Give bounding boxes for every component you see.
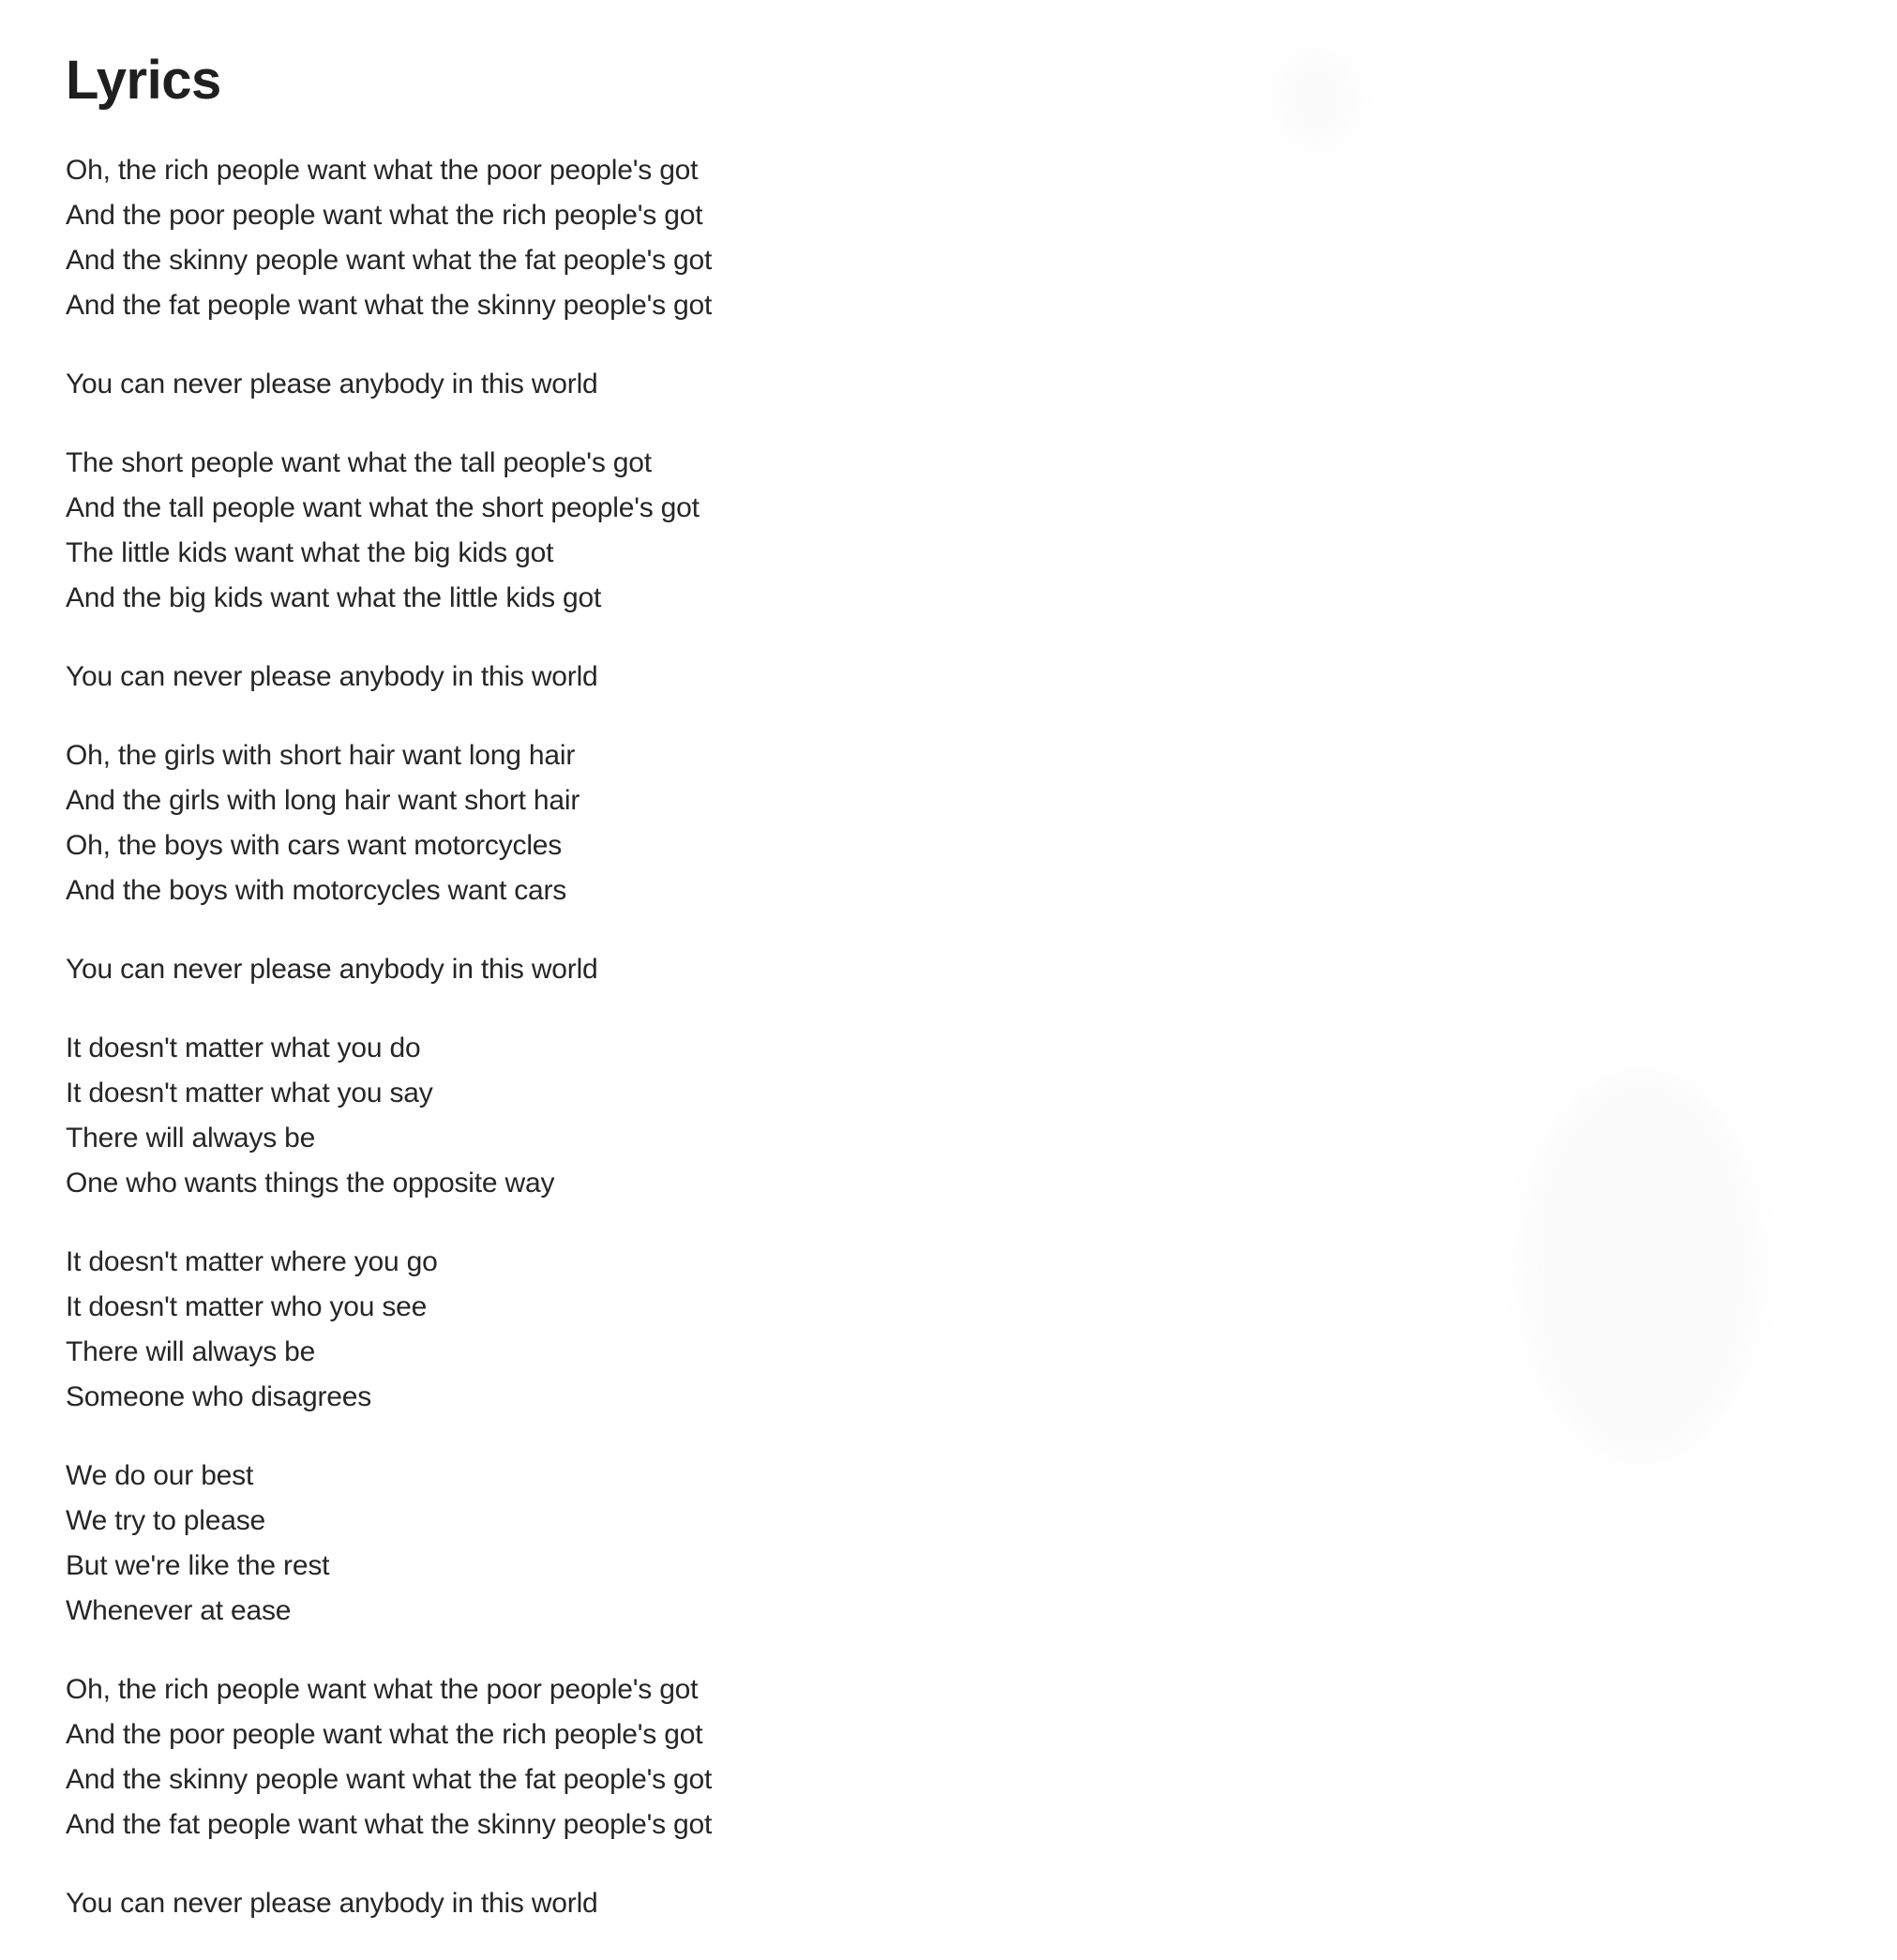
lyric-line: And the poor people want what the rich people's got [66, 200, 703, 231]
lyric-line: We try to please [66, 1505, 266, 1536]
lyric-line: And the big kids want what the little kids got [66, 582, 602, 613]
lyric-line: And the fat people want what the skinny people's got [66, 290, 713, 321]
lyric-line: The short people want what the tall people's got [66, 447, 652, 478]
lyric-line: And the fat people want what the skinny people's got [66, 1809, 713, 1840]
lyric-line: And the tall people want what the short people's got [66, 492, 700, 523]
lyrics-stanza [66, 655, 1097, 700]
lyric-line: Oh, the rich people want what the poor people's got [66, 1674, 699, 1705]
lyric-line: You can never please anybody in this world [66, 1888, 598, 1919]
lyric-line: You can never please anybody in this world [66, 369, 598, 400]
lyric-line: Oh, the boys with cars want motorcycles [66, 830, 563, 861]
lyric-line: Oh, the girls with short hair want long hair [66, 740, 576, 771]
lyrics-stanza [66, 362, 1097, 407]
faded-background-overlay [1163, 38, 1857, 1876]
lyrics-body [66, 148, 1097, 1926]
lyrics-stanza [66, 947, 1097, 992]
page-title: Lyrics [66, 50, 221, 111]
lyric-line: It doesn't matter what you do [66, 1033, 421, 1063]
lyric-line: It doesn't matter who you see [66, 1291, 428, 1322]
lyric-line: And the skinny people want what the fat people's got [66, 1764, 713, 1795]
lyrics-stanza [66, 733, 1097, 913]
faded-artwork [1519, 1069, 1763, 1463]
lyric-line: It doesn't matter what you say [66, 1078, 433, 1108]
lyric-line: You can never please anybody in this world [66, 954, 598, 985]
lyric-line: Whenever at ease [66, 1595, 292, 1626]
lyric-line: Oh, the rich people want what the poor people's got [66, 155, 699, 186]
lyrics-stanza [66, 1240, 1097, 1420]
lyrics-stanza [66, 1454, 1097, 1634]
lyric-line: Someone who disagrees [66, 1381, 372, 1412]
lyric-line: We do our best [66, 1460, 254, 1491]
lyric-line: But we're like the rest [66, 1550, 330, 1581]
lyrics-stanza [66, 1026, 1097, 1206]
lyric-line: There will always be [66, 1123, 316, 1153]
lyrics-stanza [66, 1667, 1097, 1847]
lyrics-stanza [66, 1881, 1097, 1926]
lyric-line: And the boys with motorcycles want cars [66, 875, 567, 906]
faded-artwork [1275, 47, 1360, 150]
lyrics-stanza [66, 441, 1097, 621]
lyrics-section [66, 49, 1097, 1960]
lyric-line: And the poor people want what the rich people's got [66, 1719, 703, 1750]
lyric-line: And the skinny people want what the fat people's got [66, 245, 713, 276]
lyric-line: There will always be [66, 1336, 316, 1367]
lyrics-stanza [66, 148, 1097, 328]
lyric-line: The little kids want what the big kids got [66, 537, 554, 568]
lyric-line: It doesn't matter where you go [66, 1246, 438, 1277]
lyric-line: One who wants things the opposite way [66, 1168, 555, 1199]
lyric-line: You can never please anybody in this world [66, 661, 598, 692]
lyric-line: And the girls with long hair want short hair [66, 785, 580, 816]
